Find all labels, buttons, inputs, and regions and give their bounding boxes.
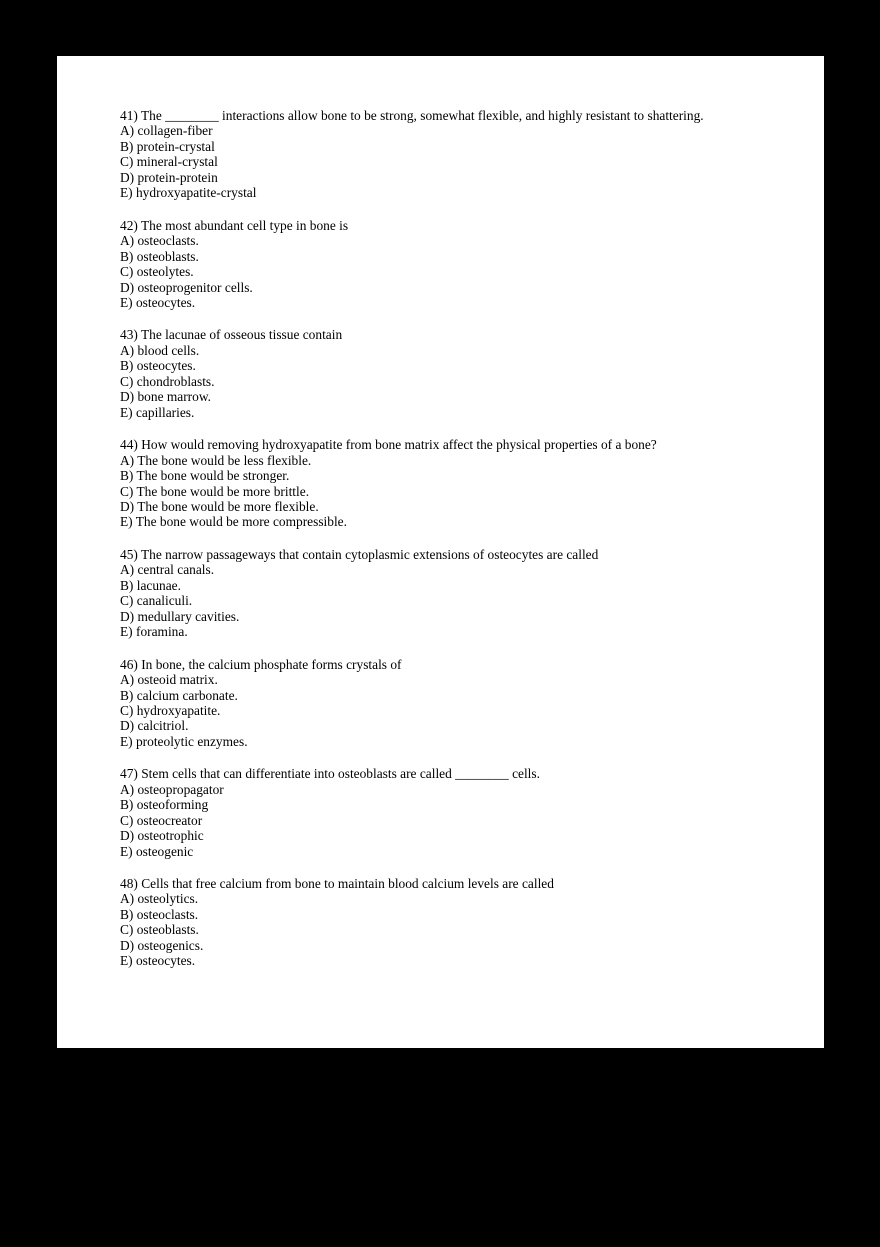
answer-option: C) hydroxyapatite. bbox=[120, 702, 221, 718]
answer-option: C) osteoblasts. bbox=[120, 922, 199, 938]
question-stem: The most abundant cell type in bone is bbox=[140, 217, 349, 233]
question-stem: How would removing hydroxyapatite from bone matrix affect the physical properties of a bone? bbox=[141, 437, 657, 453]
answer-option: E) osteogenic bbox=[120, 843, 194, 859]
question-stem: The ________ interactions allow bone to be strong, somewhat flexible, and highly resistant to shattering. bbox=[140, 108, 704, 123]
question-block bbox=[120, 657, 704, 750]
answer-option: D) osteotrophic bbox=[120, 828, 204, 844]
question-text bbox=[120, 876, 704, 891]
answer-option: E) capillaries. bbox=[120, 404, 195, 420]
question-number: 44) bbox=[120, 437, 138, 453]
answer-option: A) osteoclasts. bbox=[120, 233, 199, 249]
answer-option: A) osteolytics. bbox=[120, 891, 199, 907]
answer-option: C) osteocreator bbox=[120, 812, 203, 828]
answer-option: E) hydroxyapatite-crystal bbox=[120, 185, 257, 201]
question-block bbox=[120, 437, 704, 530]
answer-option: C) canaliculi. bbox=[120, 593, 193, 609]
answer-option: B) osteocytes. bbox=[120, 358, 196, 374]
answer-option: E) The bone would be more compressible. bbox=[120, 514, 347, 530]
question-number: 41) bbox=[120, 108, 138, 123]
answer-option: B) calcium carbonate. bbox=[120, 687, 238, 703]
answer-option: C) chondroblasts. bbox=[120, 373, 215, 389]
answer-option: D) osteogenics. bbox=[120, 937, 204, 953]
question-text bbox=[120, 547, 704, 562]
question-number: 48) bbox=[120, 876, 138, 892]
answer-option: C) The bone would be more brittle. bbox=[120, 483, 310, 499]
answer-option: A) osteoid matrix. bbox=[120, 672, 218, 688]
answer-option: A) osteopropagator bbox=[120, 781, 224, 797]
question-text bbox=[120, 437, 704, 452]
answer-option: B) osteoclasts. bbox=[120, 906, 199, 922]
quiz-question-list bbox=[120, 108, 704, 986]
question-number: 45) bbox=[120, 546, 138, 562]
answer-option: B) protein-crystal bbox=[120, 138, 215, 154]
document-page bbox=[57, 56, 824, 1048]
answer-option: D) osteoprogenitor cells. bbox=[120, 279, 253, 295]
answer-option: E) proteolytic enzymes. bbox=[120, 733, 248, 749]
question-block bbox=[120, 766, 704, 859]
question-text bbox=[120, 108, 704, 123]
question-block bbox=[120, 876, 704, 969]
question-stem: In bone, the calcium phosphate forms crystals of bbox=[141, 656, 402, 672]
answer-option: E) foramina. bbox=[120, 624, 188, 640]
question-block bbox=[120, 327, 704, 420]
answer-option: C) osteolytes. bbox=[120, 264, 194, 280]
question-block bbox=[120, 108, 704, 201]
question-number: 47) bbox=[120, 766, 138, 782]
question-stem: Cells that free calcium from bone to maintain blood calcium levels are called bbox=[141, 876, 554, 892]
answer-option: D) medullary cavities. bbox=[120, 608, 240, 624]
question-number: 46) bbox=[120, 656, 138, 672]
question-number: 42) bbox=[120, 217, 138, 233]
question-stem: The lacunae of osseous tissue contain bbox=[140, 327, 343, 343]
answer-option: A) blood cells. bbox=[120, 342, 200, 358]
question-text bbox=[120, 657, 704, 672]
question-block bbox=[120, 218, 704, 311]
question-stem: The narrow passageways that contain cytoplasmic extensions of osteocytes are called bbox=[140, 546, 599, 562]
answer-option: E) osteocytes. bbox=[120, 953, 196, 969]
answer-option: B) osteoblasts. bbox=[120, 248, 199, 264]
answer-option: B) osteoforming bbox=[120, 797, 209, 813]
answer-option: B) lacunae. bbox=[120, 577, 181, 593]
answer-option: B) The bone would be stronger. bbox=[120, 468, 290, 484]
question-text bbox=[120, 327, 704, 342]
question-text bbox=[120, 218, 704, 233]
answer-option: A) collagen-fiber bbox=[120, 123, 213, 139]
answer-option: C) mineral-crystal bbox=[120, 154, 218, 170]
question-stem: Stem cells that can differentiate into osteoblasts are called ________ cells. bbox=[141, 766, 540, 782]
question-number: 43) bbox=[120, 327, 138, 343]
question-text bbox=[120, 766, 704, 781]
answer-option: D) bone marrow. bbox=[120, 389, 211, 405]
answer-option: E) osteocytes. bbox=[120, 294, 196, 310]
answer-option: D) calcitriol. bbox=[120, 718, 189, 734]
answer-option: A) The bone would be less flexible. bbox=[120, 452, 312, 468]
question-block bbox=[120, 547, 704, 640]
answer-option: A) central canals. bbox=[120, 562, 215, 578]
answer-option: D) protein-protein bbox=[120, 169, 218, 185]
answer-option: D) The bone would be more flexible. bbox=[120, 498, 319, 514]
